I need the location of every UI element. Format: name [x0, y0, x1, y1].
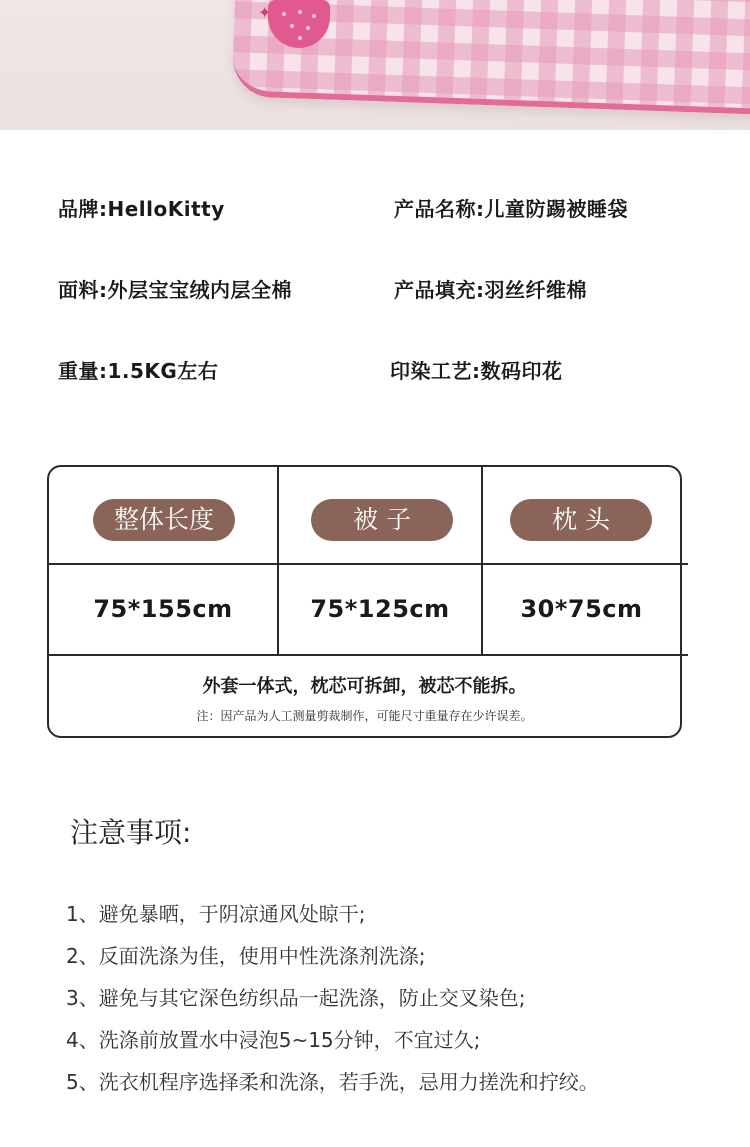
care-item: 5、洗衣机程序选择柔和洗涤，若手洗，忌用力搓洗和拧绞。 [66, 1070, 599, 1094]
table-disclaimer: 注：因产品为人工测量剪裁制作，可能尺寸重量存在少许误差。 [196, 709, 533, 723]
care-item: 1、避免暴晒，于阴凉通风处晾干; [66, 902, 366, 926]
care-item: 4、洗涤前放置水中浸泡5~15分钟，不宜过久; [66, 1028, 481, 1052]
spec-printing: 印染工艺:数码印花 [390, 359, 563, 383]
table-divider [49, 563, 688, 565]
header-total-length: 整体长度 [93, 499, 235, 541]
header-quilt: 被 子 [311, 499, 453, 541]
care-item: 3、避免与其它深色纺织品一起洗涤，防止交叉染色; [66, 986, 526, 1010]
spec-product-name: 产品名称:儿童防踢被睡袋 [394, 197, 628, 221]
product-photo [0, 0, 750, 130]
value-pillow: 30*75cm [520, 595, 643, 623]
care-item: 2、反面洗涤为佳，使用中性洗涤剂洗涤; [66, 944, 426, 968]
sparkle-icon: ✦ [258, 3, 272, 22]
care-title: 注意事项: [70, 816, 192, 849]
spec-brand: 品牌:HelloKitty [58, 197, 225, 221]
table-note: 外套一体式，枕芯可拆卸，被芯不能拆。 [202, 676, 527, 697]
header-pillow: 枕 头 [510, 499, 652, 541]
spec-fabric: 面料:外层宝宝绒内层全棉 [58, 278, 292, 302]
value-quilt: 75*125cm [310, 595, 450, 623]
value-total-length: 75*155cm [93, 595, 233, 623]
size-table [47, 465, 682, 738]
table-column-divider [277, 467, 279, 654]
table-divider [49, 654, 688, 656]
spec-filling: 产品填充:羽丝纤维棉 [394, 278, 587, 302]
spec-weight: 重量:1.5KG左右 [58, 359, 219, 383]
table-column-divider [481, 467, 483, 654]
